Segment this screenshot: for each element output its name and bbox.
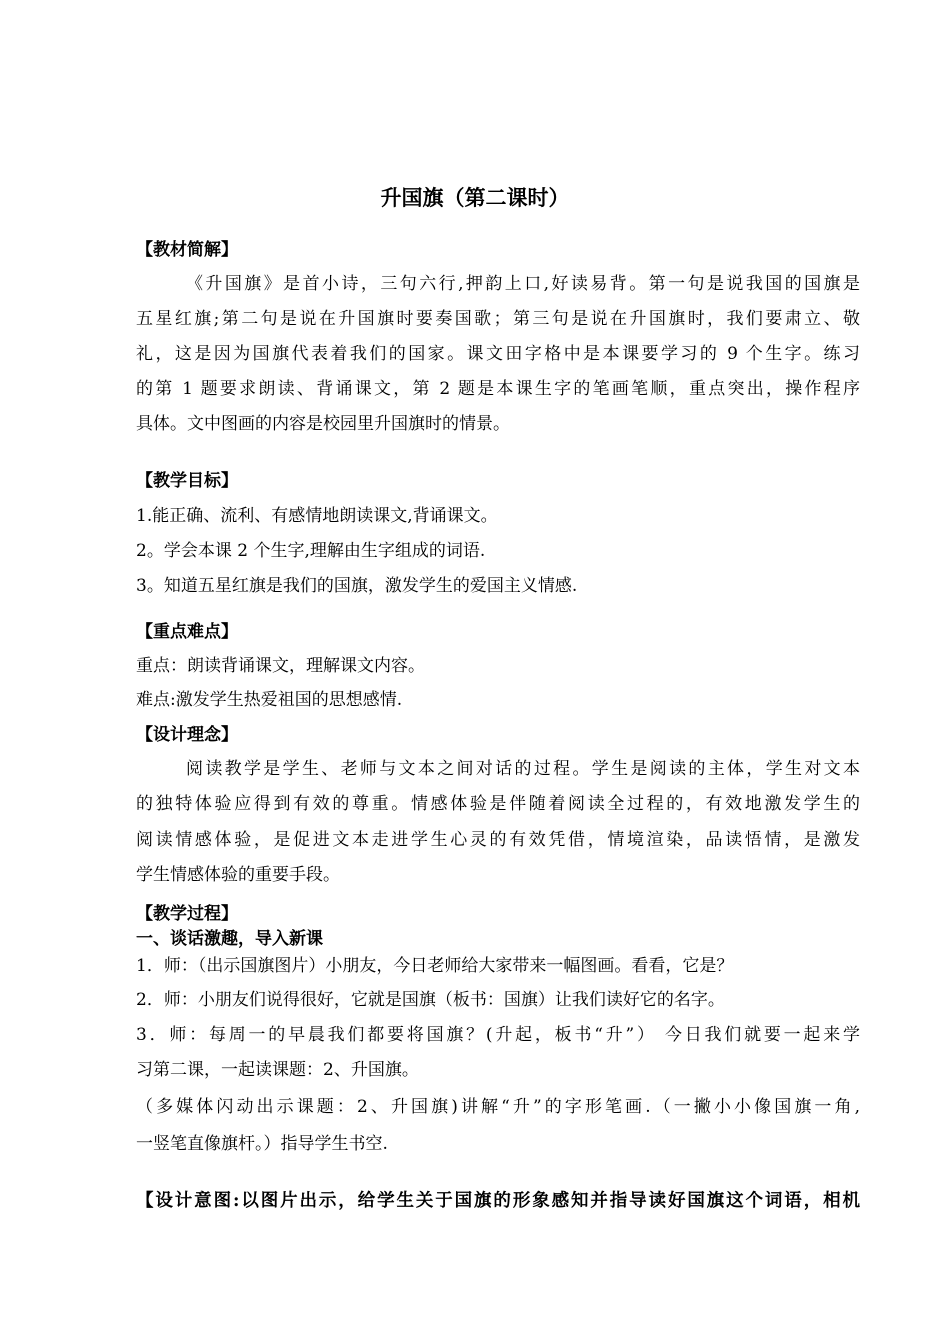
section-heading-key-points: 【重点难点】 (136, 622, 238, 642)
list-item: 重点：朗读背诵课文，理解课文内容。 (136, 656, 425, 676)
subsection-heading: 一、谈话激趣，导入新课 (136, 929, 323, 949)
paragraph-line: 阅读情感体验，是促进文本走进学生心灵的有效凭借，情境渲染，品读悟情，是激发 (136, 830, 860, 850)
paragraph-line: 学生情感体验的重要手段。 (136, 865, 340, 885)
paragraph-line: 3．师：每周一的早晨我们都要将国旗？(升起，板书“升”） 今日我们就要一起来学 (136, 1025, 860, 1045)
design-intent-note: 【设计意图:以图片出示，给学生关于国旗的形象感知并指导读好国旗这个词语，相机 (136, 1191, 860, 1211)
page-title: 升国旗（第二课时） (380, 186, 570, 210)
paragraph-line: 的第 1 题要求朗读、背诵课文，第 2 题是本课生字的笔画笔顺，重点突出，操作程序 (136, 379, 860, 399)
list-item: 1.能正确、流利、有感情地朗读课文,背诵课文。 (136, 506, 498, 526)
paragraph-line: 2．师：小朋友们说得很好，它就是国旗（板书：国旗）让我们读好它的名字。 (136, 990, 725, 1010)
list-item: 3。知道五星红旗是我们的国旗，激发学生的爱国主义情感. (136, 576, 578, 596)
paragraph-line: 五星红旗;第二句是说在升国旗时要奏国歌；第三句是说在升国旗时，我们要肃立、敬 (136, 309, 860, 329)
list-item: 2。学会本课 2 个生字,理解由生字组成的词语. (136, 541, 486, 561)
paragraph-line: 1．师：（出示国旗图片）小朋友，今日老师给大家带来一幅图画。看看，它是？ (136, 956, 734, 976)
section-heading-concept: 【设计理念】 (136, 725, 238, 745)
list-item: 难点:激发学生热爱祖国的思想感情. (136, 690, 403, 710)
paragraph-line: 具体。文中图画的内容是校园里升国旗时的情景。 (136, 414, 510, 434)
paragraph-line: 《升国旗》是首小诗，三句六行,押韵上口,好读易背。第一句是说我国的国旗是 (186, 274, 860, 294)
paragraph-line: 的独特体验应得到有效的尊重。情感体验是伴随着阅读全过程的，有效地激发学生的 (136, 794, 860, 814)
paragraph-line: 礼，这是因为国旗代表着我们的国家。课文田字格中是本课要学习的 9 个生字。练习 (136, 344, 860, 364)
section-heading-process: 【教学过程】 (136, 904, 238, 924)
section-heading-textbook: 【教材简解】 (136, 240, 238, 260)
paragraph-line: 阅读教学是学生、老师与文本之间对话的过程。学生是阅读的主体，学生对文本 (186, 759, 860, 779)
paragraph-line: 习第二课，一起读课题：2、升国旗。 (136, 1060, 419, 1080)
paragraph-line: （多媒体闪动出示课题：2、升国旗)讲解“升”的字形笔画.（一撇小小像国旗一角, (136, 1097, 860, 1117)
section-heading-goals: 【教学目标】 (136, 471, 238, 491)
paragraph-line: 一竖笔直像旗杆。）指导学生书空. (136, 1134, 388, 1154)
